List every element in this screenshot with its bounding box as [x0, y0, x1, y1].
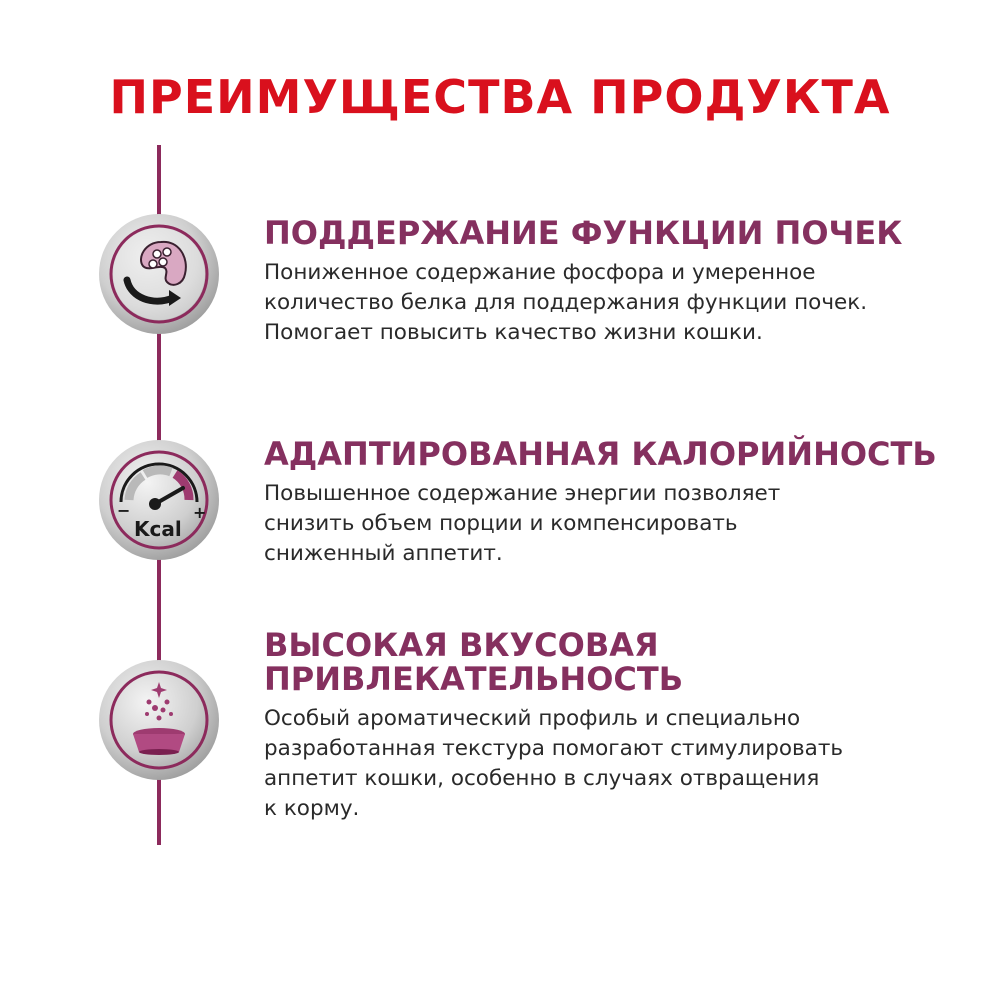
- kidney-badge: [97, 212, 221, 336]
- calorie-gauge-icon: [97, 438, 221, 562]
- palatability-badge: [97, 658, 221, 782]
- page-title: ПРЕИМУЩЕСТВА ПРОДУКТА: [109, 70, 891, 124]
- food-bowl-aroma-icon: [97, 658, 221, 782]
- feature-description: Особый ароматический профиль и специально разработанная текстура помогают стимулировать аппетит кошки, особенно в случаях отвращения к корму.: [264, 706, 844, 821]
- feature-kidney-support: [264, 216, 964, 348]
- svg-text:−: −: [117, 501, 131, 520]
- kcal-label: Kcal: [134, 517, 182, 541]
- feature-description: Повышенное содержание энергии позволяет снизить объем порции и компенсировать сниженный аппетит.: [264, 481, 781, 566]
- feature-heading: АДАПТИРОВАННАЯ КАЛОРИЙНОСТЬ: [264, 435, 937, 473]
- kidney-icon: [97, 212, 221, 336]
- feature-heading: ВЫСОКАЯ ВКУСОВАЯ ПРИВЛЕКАТЕЛЬНОСТЬ: [264, 626, 684, 698]
- feature-adapted-calories: [264, 437, 964, 569]
- feature-high-palatability: [264, 628, 964, 824]
- feature-description: Пониженное содержание фосфора и умеренное количество белка для поддержания функции почек. Помогает повысить качество жизни кошки.: [264, 260, 868, 345]
- feature-heading: ПОДДЕРЖАНИЕ ФУНКЦИИ ПОЧЕК: [264, 214, 903, 252]
- calorie-badge: [97, 438, 221, 562]
- svg-text:+: +: [193, 503, 207, 522]
